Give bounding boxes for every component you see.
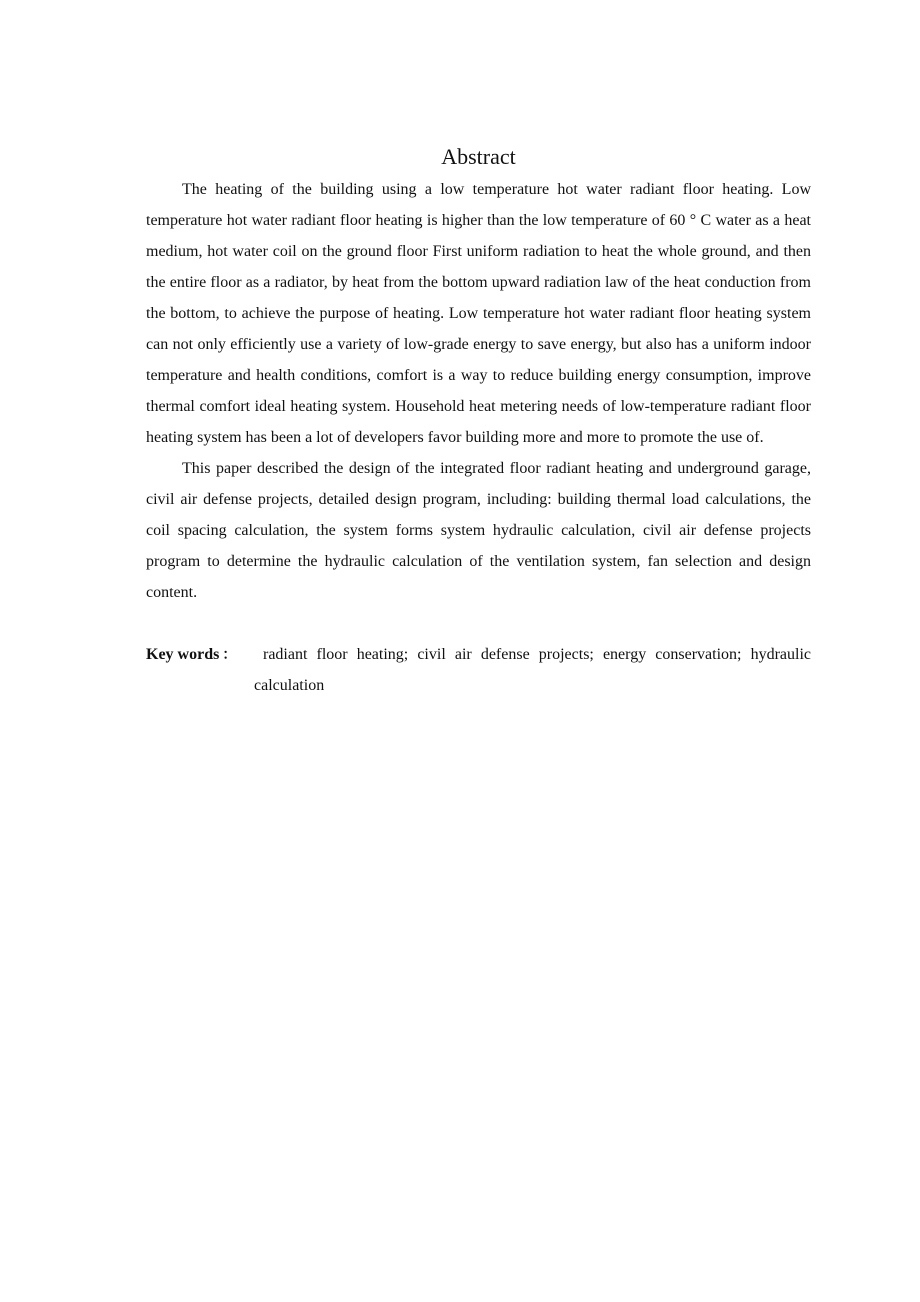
keywords-block	[146, 639, 811, 701]
keywords-label-wrap	[146, 639, 254, 701]
keywords-separator: ：	[222, 648, 237, 663]
abstract-paragraph-2: This paper described the design of the integrated floor radiant heating and underground garage, civil air defense projects, detailed design program, including: building thermal load calculations, the coil spacing calculation, the system forms system hydraulic calculation, civil air defense projects program to determine the hydraulic calculation of the ventilation system, fan selection and design content.	[146, 460, 811, 601]
keywords-label: Key words	[146, 646, 220, 663]
abstract-paragraph-1: The heating of the building using a low temperature hot water radiant floor heating. Low temperature hot water radiant floor heating is higher than the low temperature of 60 ° C water as a heat medium, hot water coil on the ground floor First uniform radiation to heat the whole ground, and then the entire floor as a radiator, by heat from the bottom upward radiation law of the heat conduction from the bottom, to achieve the purpose of heating. Low temperature hot water radiant floor heating system can not only efficiently use a variety of low-grade energy to save energy, but also has a uniform indoor temperature and health conditions, comfort is a way to reduce building energy consumption, improve thermal comfort ideal heating system. Household heat metering needs of low-temperature radiant floor heating system has been a lot of developers favor building more and more to promote the use of.	[146, 181, 811, 446]
page-title: Abstract	[441, 144, 516, 169]
document-page	[146, 140, 811, 701]
keywords-text: radiant floor heating; civil air defense projects; energy conservation; hydraulic calculation	[254, 646, 811, 694]
